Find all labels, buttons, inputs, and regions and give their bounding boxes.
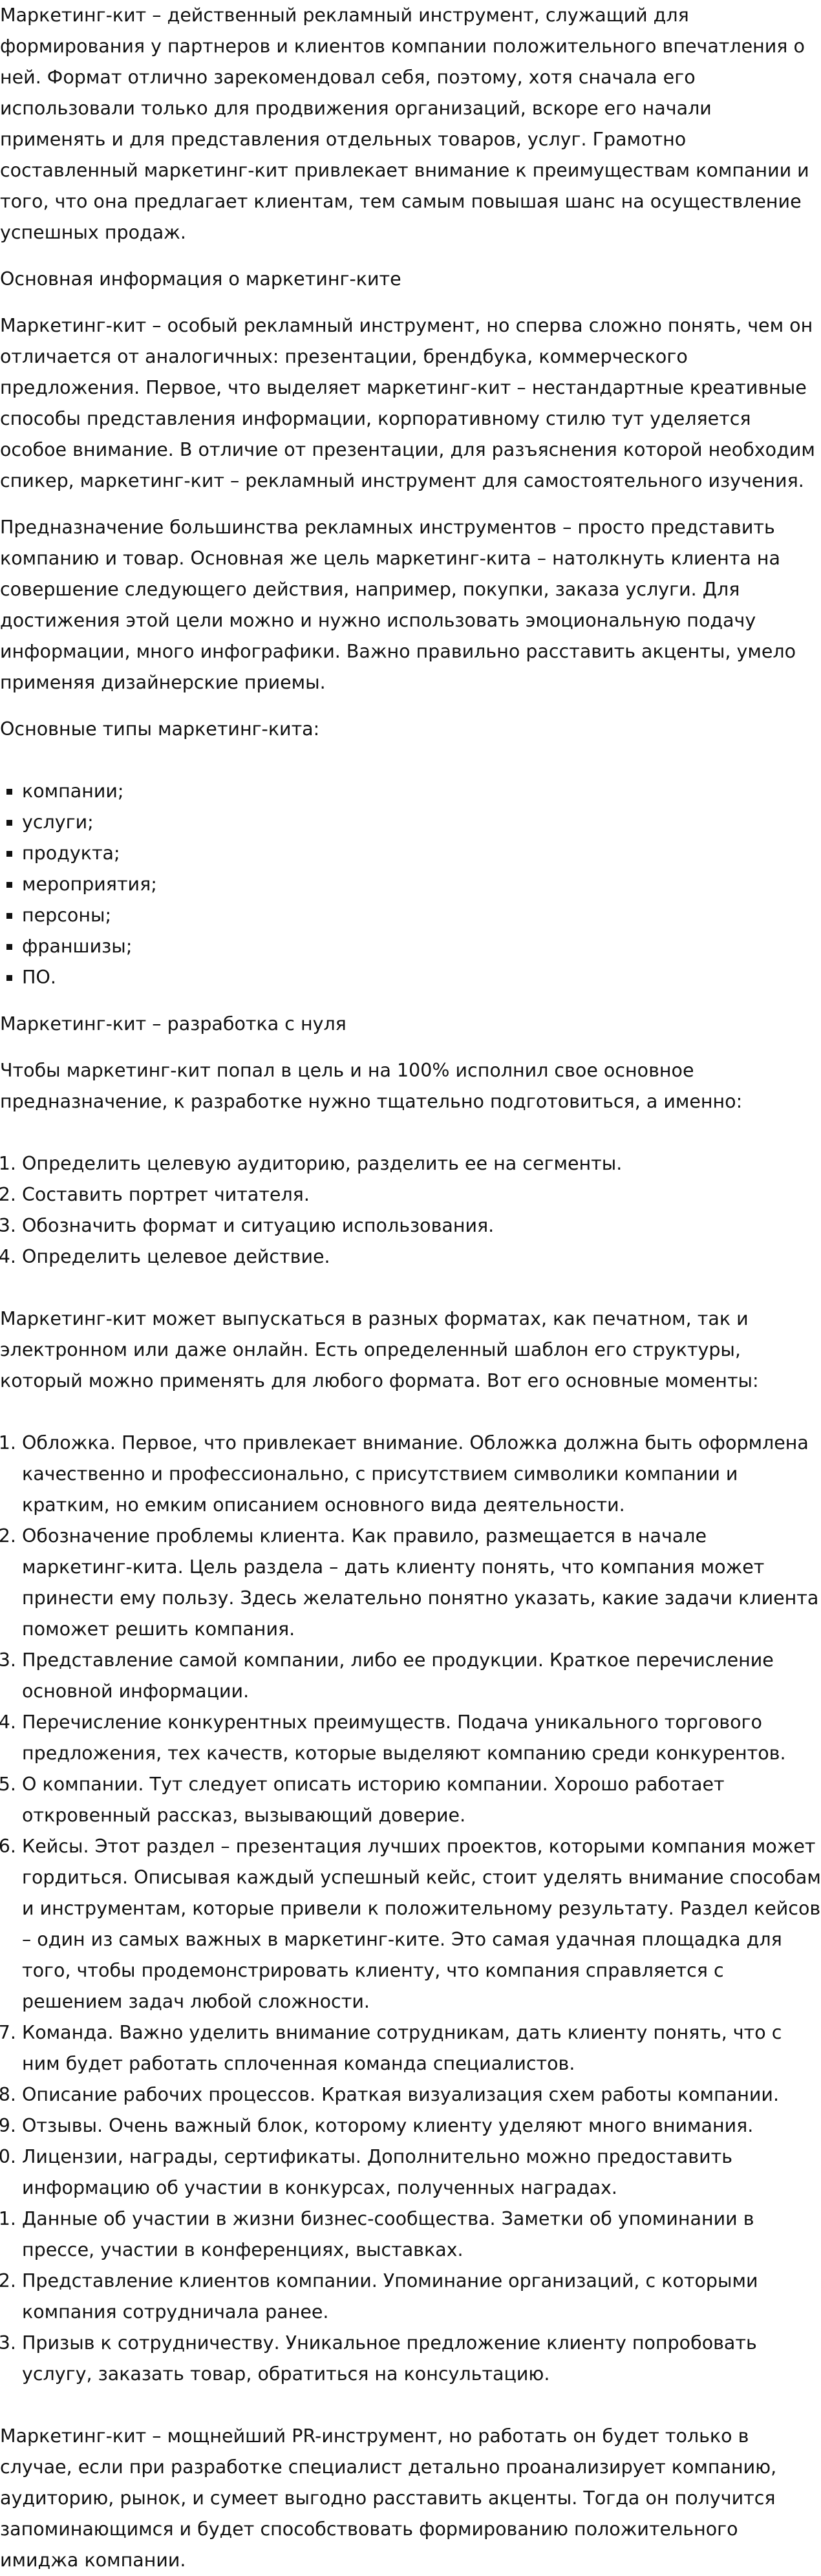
list-item: 1. Определить целевую аудиторию, разделить ее на сегменты. — [22, 1148, 821, 1179]
list-item: ▪ мероприятия; — [22, 869, 821, 900]
list-item: 2. Составить портрет читателя. — [22, 1179, 821, 1210]
list-item: 7. Команда. Важно уделить внимание сотрудникам, дать клиенту понять, что с ним будет работать сплоченная команда специалистов. — [22, 2017, 821, 2079]
list-item: 4. Перечисление конкурентных преимуществ. Подача уникального торгового предложения, тех качеств, которые выделяют компанию среди конкурентов. — [22, 1707, 821, 1769]
prep-steps-list — [0, 1148, 821, 1272]
list-item: ▪ персоны; — [22, 900, 821, 931]
list-item: 6. Кейсы. Этот раздел – презентация лучших проектов, которыми компания может гордиться. Описывая каждый успешный кейс, стоит уделять внимание способам и инструментам, которые привели к положительному результату. Раздел кейсов – один из самых важных в маркетинг-ките. Это самая удачная площадка для того, чтобы продемонстрировать клиенту, что компания справляется с решением задач любой сложности. — [22, 1831, 821, 2017]
section-heading-development: Маркетинг-кит – разработка с нуля — [0, 1013, 347, 1035]
conclusion-paragraph: Маркетинг-кит – мощнейший PR-инструмент, но работать он будет только в случае, если при разработке специалист детально проанализирует компанию, аудиторию, рынок, и сумеет выгодно расставить акценты. Тогда он получится запоминающимся и будет способствовать формированию положительного имиджа компании. — [0, 2425, 777, 2571]
list-item: 5. О компании. Тут следует описать историю компании. Хорошо работает откровенный рассказ, вызывающий доверие. — [22, 1769, 821, 1831]
list-item: 10. Лицензии, награды, сертификаты. Дополнительно можно предоставить информацию об участии в конкурсах, полученных наградах. — [22, 2141, 821, 2204]
list-item: ▪ услуги; — [22, 807, 821, 838]
structure-list — [0, 1428, 821, 2390]
list-item: 12. Представление клиентов компании. Упоминание организаций, с которыми компания сотрудничала ранее. — [22, 2266, 821, 2328]
intro-paragraph: Маркетинг-кит – действенный рекламный инструмент, служащий для формирования у партнеров и клиентов компании положительного впечатления о ней. Формат отлично зарекомендовал себя, поэтому, хотя сначала его использовали только для продвижения организаций, вскоре его начали применять и для представления отдельных товаров, услуг. Грамотно составленный маркетинг-кит привлекает внимание к преимуществам компании и того, что она предлагает клиентам, тем самым повышая шанс на осуществление успешных продаж. — [0, 5, 809, 243]
list-item: 13. Призыв к сотрудничеству. Уникальное предложение клиенту попробовать услугу, заказать товар, обратиться на консультацию. — [22, 2328, 821, 2390]
list-item: 8. Описание рабочих процессов. Краткая визуализация схем работы компании. — [22, 2079, 821, 2110]
paragraph-prepare: Чтобы маркетинг-кит попал в цель и на 100% исполнил свое основное предназначение, к разработке нужно тщательно подготовиться, а именно: — [0, 1060, 743, 1112]
paragraph-formats: Маркетинг-кит может выпускаться в разных форматах, как печатном, так и электронном или даже онлайн. Есть определенный шаблон его структуры, который можно применять для любого формата. Вот его основные моменты: — [0, 1308, 759, 1391]
list-item: ▪ ПО. — [22, 962, 821, 993]
list-item: 3. Обозначить формат и ситуацию использования. — [22, 1210, 821, 1241]
list-item: 9. Отзывы. Очень важный блок, которому клиенту уделяют много внимания. — [22, 2110, 821, 2141]
paragraph-special-tool: Маркетинг-кит – особый рекламный инструмент, но сперва сложно понять, чем он отличается от аналогичных: презентации, брендбука, коммерческого предложения. Первое, что выделяет маркетинг-кит – нестандартные креативные способы представления информации, корпоративному стилю тут уделяется особое внимание. В отличие от презентации, для разъяснения которой необходим спикер, маркетинг-кит – рекламный инструмент для самостоятельного изучения. — [0, 315, 815, 491]
section-heading-basic-info: Основная информация о маркетинг-ките — [0, 268, 401, 290]
list-item: 11. Данные об участии в жизни бизнес-сообщества. Заметки об упоминании в прессе, участии в конференциях, выставках. — [22, 2204, 821, 2266]
list-item: 4. Определить целевое действие. — [22, 1241, 821, 1272]
section-heading-types: Основные типы маркетинг-кита: — [0, 718, 320, 740]
list-item: 3. Представление самой компании, либо ее продукции. Краткое перечисление основной информации. — [22, 1645, 821, 1707]
list-item: ▪ компании; — [22, 776, 821, 807]
paragraph-purpose: Предназначение большинства рекламных инструментов – просто представить компанию и товар. Основная же цель маркетинг-кита – натолкнуть клиента на совершение следующего действия, например, покупки, заказа услуги. Для достижения этой цели можно и нужно использовать эмоциональную подачу информации, много инфографики. Важно правильно расставить акценты, умело применяя дизайнерские приемы. — [0, 517, 796, 693]
list-item: 2. Обозначение проблемы клиента. Как правило, размещается в начале маркетинг-кита. Цель раздела – дать клиенту понять, что компания может принести ему пользу. Здесь желательно понятно указать, какие задачи клиента поможет решить компания. — [22, 1521, 821, 1645]
list-item: ▪ франшизы; — [22, 931, 821, 962]
types-list — [0, 776, 821, 993]
list-item: 1. Обложка. Первое, что привлекает внимание. Обложка должна быть оформлена качественно и профессионально, с присутствием символики компании и кратким, но емким описанием основного вида деятельности. — [22, 1428, 821, 1521]
list-item: ▪ продукта; — [22, 838, 821, 869]
